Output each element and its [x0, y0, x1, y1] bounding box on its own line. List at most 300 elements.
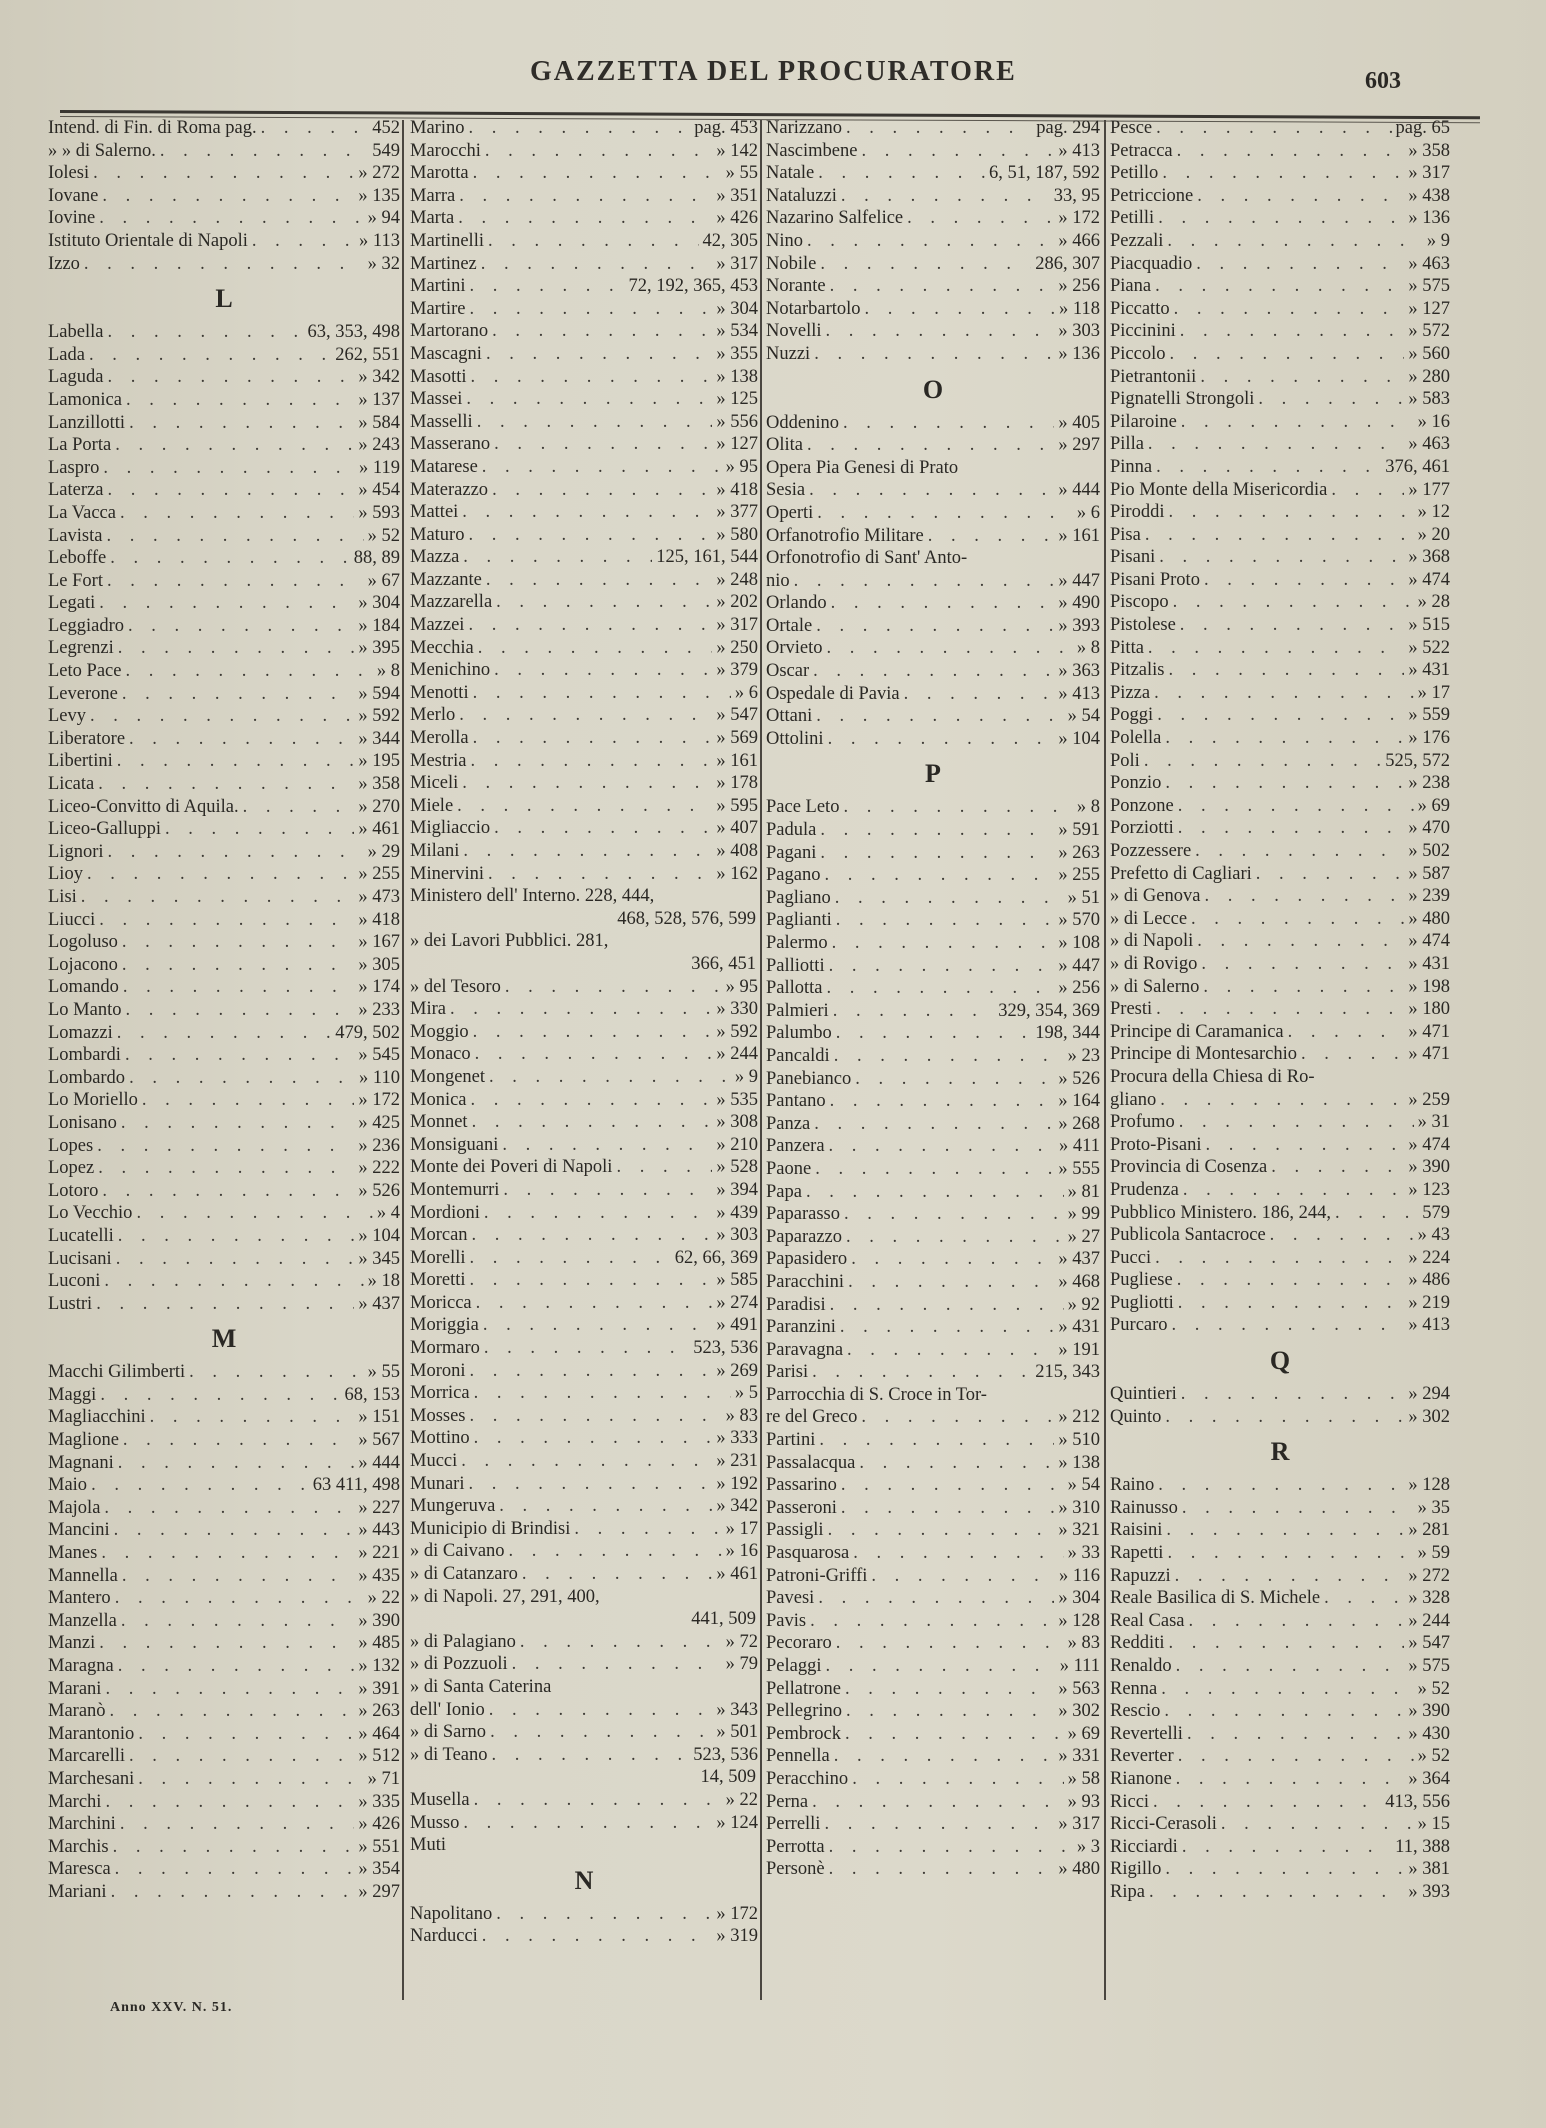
dot-leader: [476, 1293, 713, 1314]
entry-pages: » 335: [358, 1791, 400, 1812]
entry-name: Liberatore: [48, 728, 126, 749]
entry-pages: » 238: [1408, 773, 1450, 794]
entry-pages: » 294: [1408, 1384, 1450, 1405]
entry-name: » di Caivano: [410, 1541, 505, 1562]
entry-pages: » 99: [1067, 1204, 1100, 1225]
index-entry: [1110, 367, 1450, 390]
entry-pages: » 510: [1058, 1430, 1100, 1451]
entry-name: Legati: [48, 593, 96, 614]
entry-name: Peracchino: [766, 1768, 849, 1789]
entry-pages: » 515: [1408, 615, 1450, 636]
entry-name: Marra: [410, 185, 456, 206]
dot-leader: [794, 571, 1055, 592]
entry-pages: » 390: [358, 1610, 400, 1631]
index-entry: [410, 773, 758, 796]
entry-name: Leboffe: [48, 548, 107, 569]
dot-leader: [96, 1294, 354, 1315]
dot-leader: [461, 1451, 712, 1472]
entry-pages: » 58: [1067, 1768, 1100, 1789]
dot-leader: [1154, 683, 1414, 704]
index-entry: [766, 1317, 1100, 1340]
dot-leader: [472, 1112, 713, 1133]
entry-pages: » 595: [716, 795, 758, 816]
index-entry: [1110, 841, 1450, 864]
dot-leader: [468, 118, 690, 139]
index-entry: [1110, 660, 1450, 683]
dot-leader: [458, 208, 712, 229]
index-entry: [1110, 457, 1450, 480]
entry-pages: » 430: [1408, 1723, 1450, 1744]
index-entry: [410, 1677, 758, 1700]
dot-leader: [490, 1722, 712, 1743]
section-letter: P: [925, 759, 941, 789]
entry-name: Mancini: [48, 1520, 110, 1541]
entry-pages: » 439: [716, 1202, 758, 1223]
entry-name: Liceo-Convitto di Aquila.: [48, 796, 239, 817]
entry-pages: 262, 551: [335, 344, 400, 365]
index-entry: [766, 843, 1100, 866]
entry-pages: » 522: [1408, 637, 1450, 658]
entry-name: Paranzini: [766, 1317, 836, 1338]
dot-leader: [484, 1338, 689, 1359]
dot-leader: [816, 616, 1054, 637]
dot-leader: [1178, 1293, 1405, 1314]
index-entry: [1110, 864, 1450, 887]
entry-pages: » 545: [358, 1045, 400, 1066]
dot-leader: [1167, 1543, 1413, 1564]
entry-pages: » 8: [1076, 638, 1100, 659]
dot-leader: [1187, 1724, 1404, 1745]
entry-pages: » 22: [725, 1789, 758, 1810]
dot-leader: [807, 435, 1054, 456]
entry-pages: » 174: [358, 977, 400, 998]
entry-pages: » 308: [716, 1112, 758, 1133]
entry-name: Le Fort: [48, 570, 103, 591]
dot-leader: [859, 1453, 1054, 1474]
entry-name: Orlando: [766, 593, 827, 614]
entry-pages: » 6: [1076, 502, 1100, 523]
dot-leader: [1165, 1407, 1404, 1428]
entry-name: Passalacqua: [766, 1452, 856, 1473]
index-entry: [1110, 954, 1450, 977]
entry-name: Lisi: [48, 887, 77, 907]
index-entry: [766, 1633, 1100, 1656]
index-entry: [410, 1315, 758, 1338]
entry-continuation: 441, 509: [691, 1609, 756, 1630]
entry-pages: » 9: [734, 1066, 758, 1087]
entry-pages: » 528: [716, 1157, 758, 1178]
entry-name: Papa: [766, 1181, 802, 1202]
entry-name: Masserano: [410, 434, 491, 455]
entry-name: Marotta: [410, 163, 469, 184]
entry-pages: » 239: [1408, 886, 1450, 907]
index-entry: [410, 1451, 758, 1474]
entry-name: » dei Lavori Pubblici. 281,: [410, 931, 609, 952]
dot-leader: [841, 1475, 1064, 1496]
index-entry: [1110, 1814, 1450, 1837]
index-entry: [1110, 1588, 1450, 1611]
index-entry: [410, 638, 758, 661]
entry-name: Moriggia: [410, 1315, 479, 1336]
entry-name: Lignori: [48, 841, 104, 862]
entry-name: Lo Manto: [48, 999, 122, 1020]
entry-name: Marchis: [48, 1836, 109, 1857]
dot-leader: [827, 638, 1073, 659]
index-entry: [410, 999, 758, 1022]
entry-pages: » 447: [1058, 955, 1100, 976]
index-entry: [48, 548, 400, 571]
dot-leader: [477, 412, 713, 433]
dot-leader: [472, 1225, 713, 1246]
dot-leader: [1204, 570, 1404, 591]
entry-name: Poggi: [1110, 705, 1154, 726]
entry-pages: » 474: [1408, 569, 1450, 590]
dot-leader: [1160, 1090, 1404, 1111]
entry-pages: » 437: [358, 1293, 400, 1314]
index-entry: [48, 1023, 400, 1046]
dot-leader: [483, 1315, 713, 1336]
entry-pages: 33, 95: [1053, 185, 1100, 206]
index-entry: [1110, 977, 1450, 1000]
entry-pages: » 222: [358, 1158, 400, 1179]
page-header: [0, 56, 1546, 100]
entry-pages: » 297: [1058, 435, 1100, 456]
entry-pages: » 466: [1058, 230, 1100, 251]
dot-leader: [845, 1679, 1054, 1700]
entry-name: Lucatelli: [48, 1225, 114, 1246]
entry-name: Pucci: [1110, 1247, 1152, 1268]
index-entry: [1110, 1248, 1450, 1271]
entry-name: Renaldo: [1110, 1656, 1172, 1676]
dot-leader: [1156, 999, 1404, 1020]
dot-leader: [106, 526, 363, 547]
dot-leader: [473, 163, 722, 184]
entry-pages: » 172: [716, 1903, 758, 1924]
entry-pages: » 161: [716, 750, 758, 771]
entry-continuation: 14, 509: [700, 1767, 756, 1788]
entry-name: Paradisi: [766, 1294, 826, 1315]
dot-leader: [101, 1543, 354, 1564]
entry-pages: » 413: [1408, 1315, 1450, 1336]
entry-name: Pagani: [766, 842, 817, 863]
dot-leader: [457, 796, 712, 817]
index-entry: [48, 1566, 400, 1589]
dot-leader: [812, 1362, 1031, 1383]
dot-leader: [1172, 1315, 1405, 1336]
entry-name: Quintieri: [1110, 1384, 1177, 1405]
index-entry: [410, 683, 758, 706]
index-entry: [48, 706, 400, 729]
entry-name: Marino: [410, 118, 465, 138]
entry-pages: » 212: [1058, 1407, 1100, 1428]
entry-pages: » 52: [1417, 1678, 1450, 1699]
entry-pages: 286, 307: [1035, 253, 1100, 274]
dot-leader: [847, 1340, 1054, 1361]
dot-leader: [806, 1182, 1064, 1203]
entry-pages: » 512: [358, 1746, 400, 1767]
entry-name: Principe di Caramanica: [1110, 1021, 1284, 1042]
entry-name: Maragna: [48, 1656, 114, 1676]
entry-pages: » 92: [1067, 1294, 1100, 1315]
dot-leader: [81, 887, 355, 908]
dot-leader: [492, 480, 712, 501]
entry-name: Nuzzi: [766, 343, 811, 364]
index-entry: [766, 1837, 1100, 1860]
index-entry: [410, 1700, 758, 1723]
index-entry: [410, 1496, 758, 1519]
entry-pages: » 559: [1408, 705, 1450, 726]
entry-name: Pantano: [766, 1091, 826, 1112]
dot-leader: [522, 1564, 713, 1585]
entry-name: Petilli: [1110, 208, 1155, 229]
index-entry: [766, 276, 1100, 299]
dot-leader: [1203, 977, 1404, 998]
dot-leader: [481, 254, 713, 275]
dot-leader: [459, 186, 712, 207]
entry-name: dell' Ionio: [410, 1699, 485, 1720]
entry-name: Maggi: [48, 1384, 97, 1405]
entry-pages: » 81: [1067, 1181, 1100, 1202]
entry-name: Lustri: [48, 1293, 93, 1314]
dot-leader: [488, 231, 699, 252]
index-entry: [1110, 254, 1450, 277]
entry-name: » di Santa Caterina: [410, 1676, 552, 1697]
dot-leader: [1157, 705, 1404, 726]
dot-leader: [812, 1792, 1064, 1813]
dot-leader: [488, 864, 712, 885]
entry-pages: » 317: [1058, 1814, 1100, 1835]
entry-name: Levy: [48, 706, 87, 727]
index-entry: [766, 1272, 1100, 1295]
index-entry: [410, 751, 758, 774]
entry-name: Pilaroine: [1110, 411, 1177, 432]
entry-name: Masotti: [410, 366, 467, 387]
dot-leader: [1167, 231, 1422, 252]
entry-pages: » 463: [1408, 434, 1450, 455]
index-entry: [766, 141, 1100, 164]
entry-pages: » 93: [1067, 1791, 1100, 1812]
entry-name: Raino: [1110, 1475, 1155, 1496]
entry-name: Martorano: [410, 321, 489, 342]
dot-leader: [125, 661, 372, 682]
entry-pages: » 431: [1408, 660, 1450, 681]
index-entry: [410, 412, 758, 435]
index-entry: [410, 1790, 758, 1813]
entry-pages: » 270: [358, 796, 400, 817]
index-entry: [766, 1136, 1100, 1159]
entry-pages: » 317: [716, 253, 758, 274]
entry-pages: pag. 294: [1036, 118, 1100, 138]
entry-name: Reale Basilica di S. Michele: [1110, 1588, 1321, 1609]
dot-leader: [865, 299, 1056, 320]
index-entry: [1110, 728, 1450, 751]
index-entry: [1110, 480, 1450, 503]
entry-name: Pitta: [1110, 637, 1144, 658]
index-entry: [766, 638, 1100, 661]
index-entry: [1110, 796, 1450, 819]
index-entry: [1110, 999, 1450, 1022]
index-entry: [766, 1588, 1100, 1611]
entry-name: Musella: [410, 1789, 470, 1810]
entry-name: Pancaldi: [766, 1045, 830, 1066]
entry-name: Mottino: [410, 1428, 470, 1449]
entry-name: Leggiadro: [48, 615, 125, 636]
entry-pages: » 584: [358, 412, 400, 433]
entry-name: Olita: [766, 435, 803, 456]
entry-pages: » 591: [1058, 820, 1100, 841]
entry-pages: » 127: [716, 434, 758, 455]
entry-name: Redditi: [1110, 1633, 1165, 1654]
index-entry: [766, 344, 1100, 367]
entry-pages: » 136: [1408, 208, 1450, 229]
entry-name: Passeroni: [766, 1497, 837, 1518]
entry-name: Manes: [48, 1543, 98, 1564]
dot-leader: [834, 1046, 1064, 1067]
entry-pages: » 178: [716, 773, 758, 794]
entry-pages: » 184: [358, 615, 400, 636]
dot-leader: [243, 797, 355, 818]
dot-leader: [836, 1633, 1064, 1654]
index-entry: [48, 1090, 400, 1113]
entry-name: Maturo: [410, 524, 465, 545]
dot-leader: [471, 1090, 713, 1111]
entry-name: Monte dei Poveri di Napoli: [410, 1157, 613, 1178]
entry-pages: » 444: [358, 1452, 400, 1473]
column-divider: [760, 120, 762, 2000]
index-entry: [410, 1067, 758, 1090]
dot-leader: [117, 1023, 332, 1044]
entry-pages: » 28: [1417, 592, 1450, 613]
index-entry: [410, 864, 758, 887]
entry-name: Lombardi: [48, 1045, 121, 1066]
index-entry: [410, 1406, 758, 1429]
dot-leader: [470, 1248, 671, 1269]
entry-name: Perrotta: [766, 1836, 825, 1857]
dot-leader: [816, 706, 1063, 727]
dot-leader: [116, 1249, 355, 1270]
dot-leader: [1144, 751, 1381, 772]
entry-name: Magliacchini: [48, 1407, 146, 1428]
dot-leader: [122, 684, 355, 705]
entry-pages: » 55: [725, 163, 758, 184]
entry-pages: » 16: [1417, 411, 1450, 432]
index-entry: [1110, 434, 1450, 457]
dot-leader: [830, 1295, 1064, 1316]
index-entry: [410, 1632, 758, 1655]
dot-leader: [484, 1203, 712, 1224]
dot-leader: [103, 458, 355, 479]
entry-name: Morelli: [410, 1247, 466, 1268]
index-entry: [1110, 1475, 1450, 1498]
index-entry: [1110, 931, 1450, 954]
entry-pages: » 426: [716, 208, 758, 229]
index-entry: [1110, 615, 1450, 638]
index-entry: [48, 322, 400, 345]
entry-pages: » 243: [358, 435, 400, 456]
dot-leader: [482, 1926, 713, 1947]
dot-leader: [827, 978, 1055, 999]
dot-leader: [1221, 1814, 1414, 1835]
entry-name: Reverter: [1110, 1746, 1174, 1767]
dot-leader: [1331, 480, 1404, 501]
dot-leader: [853, 1543, 1063, 1564]
index-entry: [48, 186, 400, 209]
entry-name: Pugliese: [1110, 1270, 1173, 1291]
entry-pages: » 233: [358, 999, 400, 1020]
dot-leader: [829, 1136, 1056, 1157]
entry-pages: » 454: [358, 480, 400, 501]
index-entry: [48, 1226, 400, 1249]
entry-pages: » 297: [358, 1881, 400, 1902]
entry-pages: » 556: [716, 411, 758, 432]
entry-name: Renna: [1110, 1678, 1158, 1699]
entry-name: Petillo: [1110, 163, 1159, 184]
index-entry: [48, 1136, 400, 1159]
entry-name: Marantonio: [48, 1723, 135, 1744]
entry-name: Rigillo: [1110, 1859, 1162, 1880]
dot-leader: [1183, 1180, 1405, 1201]
index-entry: [1110, 1203, 1450, 1226]
entry-pages: » 151: [358, 1407, 400, 1428]
entry-name: Lombardo: [48, 1067, 126, 1088]
entry-name: Napolitano: [410, 1903, 493, 1924]
entry-name: Pietrantonii: [1110, 366, 1197, 387]
index-entry: [410, 1022, 758, 1045]
dot-leader: [820, 254, 1031, 275]
entry-pages: » 304: [1058, 1588, 1100, 1609]
entry-name: Libertini: [48, 751, 113, 772]
entry-pages: » 55: [367, 1362, 400, 1383]
entry-name: Palmieri: [766, 1000, 829, 1021]
index-entry: [766, 1498, 1100, 1521]
dot-leader: [122, 932, 354, 953]
entry-pages: » 161: [1058, 525, 1100, 546]
dot-leader: [1176, 1769, 1405, 1790]
entry-name: Logoluso: [48, 932, 118, 953]
entry-name: Purcaro: [1110, 1315, 1168, 1336]
index-entry: [766, 254, 1100, 277]
entry-name: Izzo: [48, 253, 80, 274]
index-entry: [1110, 1769, 1450, 1792]
entry-name: Lojacono: [48, 954, 118, 975]
index-entry: [766, 231, 1100, 254]
entry-name: Ricci-Cerasoli: [1110, 1814, 1217, 1835]
entry-name: » di Teano: [410, 1744, 488, 1765]
entry-pages: » 54: [1067, 706, 1100, 727]
entry-pages: » 124: [716, 1812, 758, 1833]
index-entry: [48, 1656, 400, 1679]
index-entry: [410, 525, 758, 548]
dot-leader: [463, 1813, 712, 1834]
entry-pages: » 137: [358, 389, 400, 410]
entry-pages: » 330: [716, 999, 758, 1020]
entry-pages: » 274: [716, 1292, 758, 1313]
index-entry: [766, 1159, 1100, 1182]
entry-name: nio: [766, 570, 790, 591]
entry-pages: » 345: [358, 1248, 400, 1269]
entry-pages: » 593: [358, 502, 400, 523]
index-entry: [410, 163, 758, 186]
entry-name: Mazzarella: [410, 592, 493, 613]
dot-leader: [1156, 118, 1391, 139]
entry-pages: » 69: [1417, 795, 1450, 816]
index-entry: [48, 910, 400, 933]
entry-pages: » 29: [367, 841, 400, 862]
index-entry: [410, 1722, 758, 1745]
entry-pages: » 321: [1058, 1520, 1100, 1541]
index-entry: [410, 1428, 758, 1451]
dot-leader: [473, 683, 731, 704]
